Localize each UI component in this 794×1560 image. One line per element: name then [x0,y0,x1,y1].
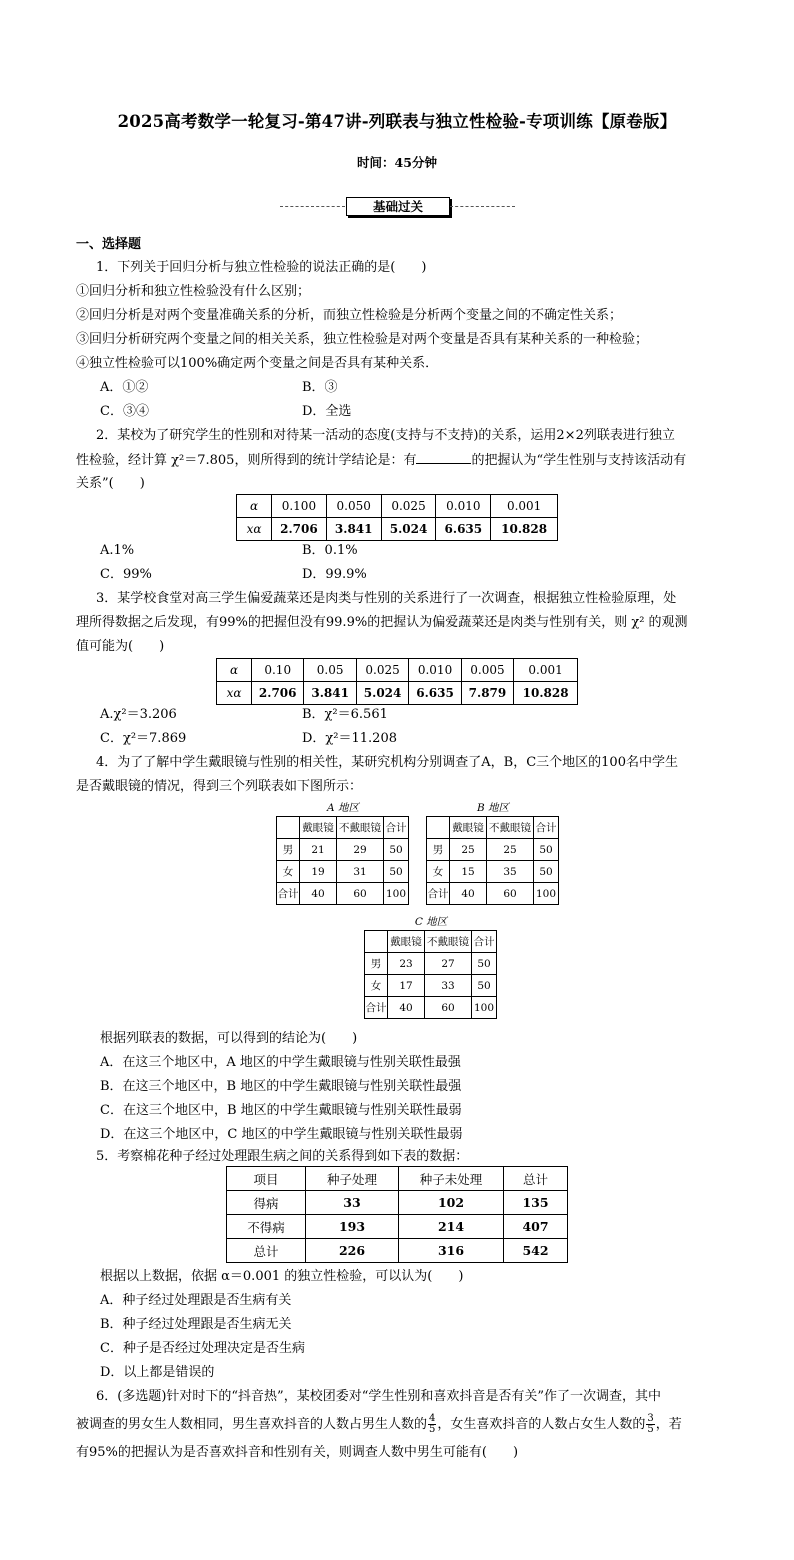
q3-critical-value-table [216,658,578,705]
document-title: 2025高考数学一轮复习-第47讲-列联表与独立性检验-专项训练【原卷版】 [117,112,677,131]
section-title: 基础过关 [346,197,450,216]
table-cell: 226 [306,1239,399,1263]
table-cell: 10.828 [491,518,558,541]
q5-seed-table [226,1166,568,1263]
fraction-numerator: 3 [647,1413,654,1424]
region-b-table [426,816,559,905]
q2-stem-part-b: 的把握认为“学生性别与支持该活动有 [471,453,687,468]
q5-option-c: C．种子是否经过处理决定是否生病 [100,1341,305,1356]
table-cell: 0.025 [381,495,436,518]
table-cell: 不得病 [227,1215,306,1239]
table-row [217,682,578,705]
q6-stem-line-3: 有95%的把握认为是否喜欢抖音和性别有关，则调查人数中男生可能有( ) [76,1445,519,1460]
q3-option-b: B．χ²＝6.561 [302,707,388,722]
q2-option-a: A.1% [100,543,135,558]
q5-option-d: D．以上都是错误的 [100,1365,215,1380]
table-cell: 193 [306,1215,399,1239]
q2-option-d: D．99.9% [302,567,367,582]
table-cell: 0.010 [409,659,461,682]
q2-critical-value-table [236,494,558,541]
q2-stem-line-3: 关系”( ) [76,476,145,491]
table-cell: 不戴眼镜 [487,817,534,839]
table-cell: 60 [487,883,534,905]
table-cell: 60 [337,883,384,905]
table-cell: 33 [425,975,472,997]
table-cell: 50 [384,861,409,883]
table-cell: 27 [425,953,472,975]
fraction [428,1414,436,1435]
table-cell: 5.024 [356,682,408,705]
table-cell: 男 [365,953,388,975]
q4-option-b: B．在这三个地区中，B 地区的中学生戴眼镜与性别关联性最强 [100,1079,462,1094]
table-cell: 17 [388,975,425,997]
q4-option-c: C．在这三个地区中，B 地区的中学生戴眼镜与性别关联性最弱 [100,1103,462,1118]
table-cell: 50 [534,839,559,861]
q1-option-b: B．③ [302,380,338,395]
region-a-title: A 地区 [327,802,359,814]
q1-statement-2: ②回归分析是对两个变量准确关系的分析，而独立性检验是分析两个变量之间的不确定性关系； [76,308,623,323]
table-cell: 戴眼镜 [450,817,487,839]
table-cell: 得病 [227,1191,306,1215]
table-cell: 29 [337,839,384,861]
region-b-title: B 地区 [476,802,510,814]
table-row [237,518,558,541]
table-cell: 女 [277,861,300,883]
table-cell: 总计 [504,1167,568,1191]
divider-right [450,206,515,207]
table-cell: 2.706 [252,682,304,705]
q5-option-b: B．种子经过处理跟是否生病无关 [100,1317,292,1332]
q1-statement-3: ③回归分析研究两个变量之间的相关关系，独立性检验是对两个变量是否具有某种关系的一种检验； [76,332,649,347]
q1-option-c: C．③④ [100,404,149,419]
table-cell: 男 [427,839,450,861]
table-row [227,1215,568,1239]
q6-stem-part-b: ，女生喜欢抖音的人数占女生人数的 [437,1417,646,1432]
table-row [227,1191,568,1215]
q3-option-c: C．χ²＝7.869 [100,731,187,746]
table-row [427,839,559,861]
q2-stem-part-a: 性检验，经计算 χ²＝7.805，则所得到的统计学结论是：有 [76,453,417,468]
table-row [277,817,409,839]
table-cell: 合计 [427,883,450,905]
table-row [365,997,497,1019]
table-cell: 6.635 [409,682,461,705]
table-cell: 5.024 [381,518,436,541]
fraction [646,1414,654,1435]
region-a-table [276,816,409,905]
table-row [427,817,559,839]
q2-stem-line-1: 2．某校为了研究学生的性别和对待某一活动的态度(支持与不支持)的关系，运用2×2列联表进行独立 [96,428,675,443]
table-row [227,1167,568,1191]
table-cell: 3.841 [304,682,356,705]
q2-option-b: B．0.1% [302,543,358,558]
table-cell: 种子未处理 [399,1167,504,1191]
table-cell: 0.001 [514,659,578,682]
table-cell: 总计 [227,1239,306,1263]
table-cell: 合计 [534,817,559,839]
table-cell: 项目 [227,1167,306,1191]
region-c-table [364,930,497,1019]
q6-stem-part-c: ，若 [655,1417,682,1432]
table-cell: 种子处理 [306,1167,399,1191]
table-cell: 40 [300,883,337,905]
table-cell: 不戴眼镜 [425,931,472,953]
section-header [0,197,794,217]
q3-option-d: D．χ²＝11.208 [302,731,397,746]
q3-option-a: A.χ²＝3.206 [100,707,177,722]
divider-left [280,206,345,207]
q4-question: 根据列联表的数据，可以得到的结论为( ) [100,1031,358,1046]
q1-statement-1: ①回归分析和独立性检验没有什么区别； [76,284,311,299]
table-cell: 316 [399,1239,504,1263]
q6-stem-part-a: 被调查的男女生人数相同，男生喜欢抖音的人数占男生人数的 [76,1417,428,1432]
table-cell: 10.828 [514,682,578,705]
table-row [217,659,578,682]
table-cell: 542 [504,1239,568,1263]
table-cell: 2.706 [272,518,327,541]
table-cell: 31 [337,861,384,883]
table-cell: 男 [277,839,300,861]
table-row [277,861,409,883]
table-cell: 50 [472,953,497,975]
table-cell: α [237,495,272,518]
q1-option-a: A．①② [100,380,149,395]
q6-stem-line-1: 6．(多选题)针对时下的“抖音热”，某校团委对“学生性别和喜欢抖音是否有关”作了一次调查，其中 [96,1389,661,1404]
q4-option-a: A．在这三个地区中，A 地区的中学生戴眼镜与性别关联性最强 [100,1055,461,1070]
table-cell: 25 [450,839,487,861]
table-cell: 6.635 [436,518,491,541]
table-cell: 35 [487,861,534,883]
table-row [427,861,559,883]
table-cell: 戴眼镜 [300,817,337,839]
q2-stem-line-2 [76,451,686,470]
q1-option-d: D．全选 [302,404,352,419]
table-cell: 7.879 [461,682,513,705]
table-cell [277,817,300,839]
q4-stem-line-1: 4．为了了解中学生戴眼镜与性别的相关性，某研究机构分别调查了A，B，C三个地区的100名中学生 [96,755,678,770]
fraction-denominator: 5 [429,1424,436,1435]
table-cell: xα [237,518,272,541]
answer-blank [416,451,471,464]
q5-stem: 5．考察棉花种子经过处理跟生病之间的关系得到如下表的数据： [96,1149,469,1164]
table-cell: 135 [504,1191,568,1215]
table-cell: 0.010 [436,495,491,518]
table-cell: 3.841 [326,518,381,541]
table-cell: 0.100 [272,495,327,518]
table-cell: xα [217,682,252,705]
table-cell: 19 [300,861,337,883]
q3-stem-line-2: 理所得数据之后发现，有99%的把握但没有99.9%的把握认为偏爱蔬菜还是肉类与性别有关，则 χ² 的观测 [76,615,688,630]
table-row [427,883,559,905]
region-c-title: C 地区 [414,916,448,928]
fraction-numerator: 4 [429,1413,436,1424]
table-cell: 214 [399,1215,504,1239]
part-heading: 一、选择题 [76,237,142,252]
table-cell: 合计 [365,997,388,1019]
table-cell: 50 [472,975,497,997]
q4-option-d: D．在这三个地区中，C 地区的中学生戴眼镜与性别关联性最弱 [100,1127,463,1142]
table-cell: 407 [504,1215,568,1239]
table-cell: 0.025 [356,659,408,682]
q2-option-c: C．99% [100,567,152,582]
table-row [365,975,497,997]
table-cell: 合计 [277,883,300,905]
table-cell: 0.05 [304,659,356,682]
table-cell: 0.050 [326,495,381,518]
table-row [365,931,497,953]
table-cell: 合计 [384,817,409,839]
q3-stem-line-3: 值可能为( ) [76,639,165,654]
table-cell: 女 [427,861,450,883]
table-cell [427,817,450,839]
table-cell [365,931,388,953]
table-row [365,953,497,975]
q5-question: 根据以上数据，依据 α＝0.001 的独立性检验，可以认为( ) [100,1269,464,1284]
fraction-denominator: 5 [647,1424,654,1435]
table-cell: 100 [472,997,497,1019]
table-row [227,1239,568,1263]
table-cell: 25 [487,839,534,861]
table-cell: α [217,659,252,682]
q3-stem-line-1: 3．某学校食堂对高三学生偏爱蔬菜还是肉类与性别的关系进行了一次调查，根据独立性检验原理，处 [96,591,677,606]
table-cell: 102 [399,1191,504,1215]
table-row [277,839,409,861]
q6-stem-line-2 [76,1414,682,1435]
table-row [277,883,409,905]
table-cell: 21 [300,839,337,861]
q1-stem: 1．下列关于回归分析与独立性检验的说法正确的是( ) [96,260,427,275]
table-cell: 女 [365,975,388,997]
q4-stem-line-2: 是否戴眼镜的情况，得到三个列联表如下图所示： [76,779,363,794]
table-cell: 戴眼镜 [388,931,425,953]
table-cell: 33 [306,1191,399,1215]
table-cell: 40 [388,997,425,1019]
time-limit: 时间：45分钟 [357,155,437,170]
table-cell: 不戴眼镜 [337,817,384,839]
table-cell: 50 [534,861,559,883]
table-cell: 0.001 [491,495,558,518]
table-cell: 60 [425,997,472,1019]
table-cell: 0.10 [252,659,304,682]
table-cell: 合计 [472,931,497,953]
table-cell: 100 [534,883,559,905]
table-cell: 100 [384,883,409,905]
table-cell: 23 [388,953,425,975]
table-cell: 50 [384,839,409,861]
table-cell: 40 [450,883,487,905]
table-cell: 15 [450,861,487,883]
table-cell: 0.005 [461,659,513,682]
q1-statement-4: ④独立性检验可以100%确定两个变量之间是否具有某种关系． [76,356,439,371]
q5-option-a: A．种子经过处理跟是否生病有关 [100,1293,292,1308]
table-row [237,495,558,518]
